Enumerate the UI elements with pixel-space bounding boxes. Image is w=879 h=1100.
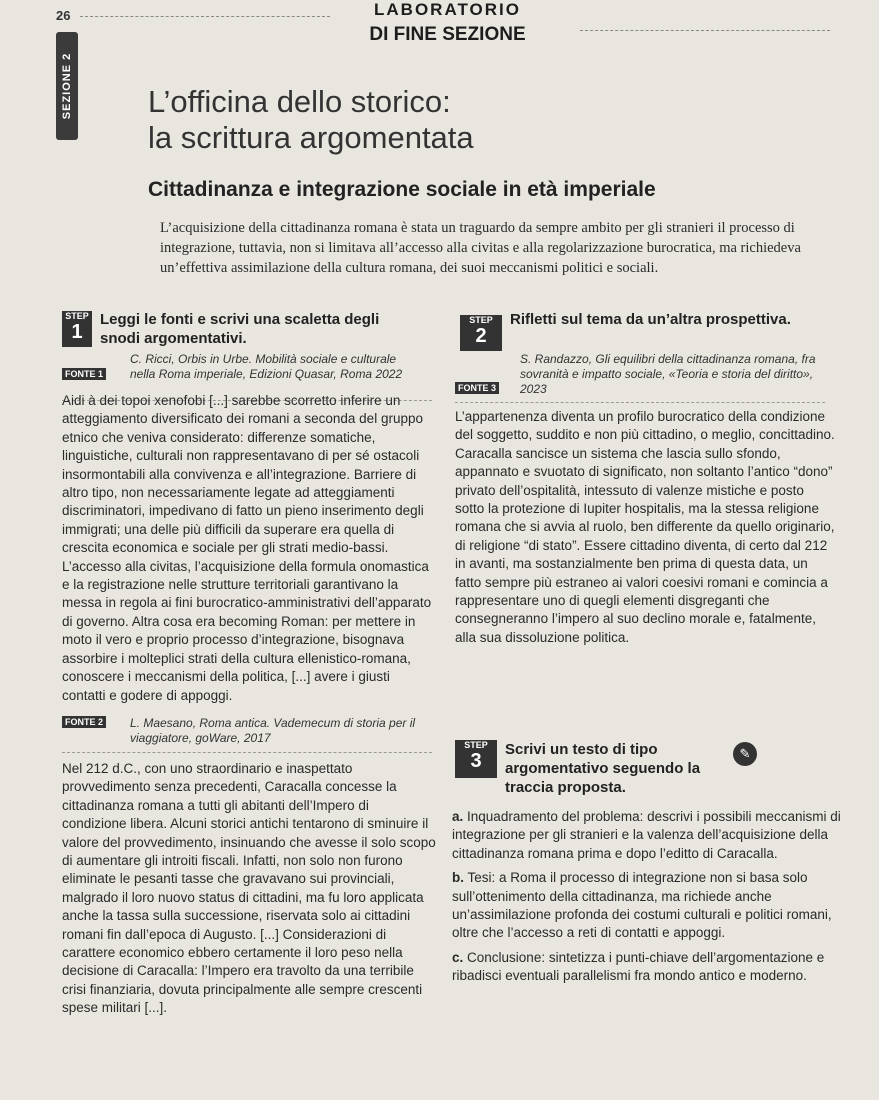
item-c-letter: c.: [452, 949, 464, 965]
step2-title: Rifletti sul tema da un’altra prospettiva.: [510, 311, 791, 328]
fonte2-source: L. Maesano, Roma antica. Vademecum di storia per il viaggiatore, goWare, 2017: [130, 716, 416, 745]
lab-title: LABORATORIO: [374, 0, 521, 19]
step2-number: 2: [475, 325, 487, 347]
step3-item-b: [452, 869, 852, 943]
step3-badge: [455, 740, 497, 778]
header-divider-left: [80, 16, 330, 17]
item-c-text: sintetizza i punti-chiave dell’argomentazione e ribadisci eventuali parallelismi fra mondo antico e moderno.: [452, 949, 825, 984]
section-side-label: SEZIONE 2: [61, 52, 73, 120]
fonte3-text: L’appartenenza diventa un profilo burocratico della condizione del soggetto, suddito e non più cittadino, o meglio, concittadino. Caracalla sancisce un sistema che lascia sullo sfondo, appannato e svuotato di significato, non soltanto l’antico “dono” privato dell’ospitalità, intessuto di valenze mistiche e posto sotto la protezione di Iupiter hospitalis, ma la stessa religione romana che si avvia al ruolo, ben differente da quello originario, di religione “di stato”. Essere cittadino diventa, di certo dal 212 in avanti, ma sostanzialmente ben prima di questa data, un fatto sempre più estraneo ai valori coesivi romani e comincia a rappresentare uno di quegli elementi disgreganti che consegneranno l’impero al suo declino morale e, fatalmente, alla sua dissoluzione politica.: [455, 409, 835, 645]
fonte1-text: Aidi à dei topoi xenofobi [...] sarebbe scorretto inferire un atteggiamento diversificato dei romani a seconda del gruppo etnico che veniva considerato: differenze somatiche, linguistiche, culturali non rappresentavano di per sé ostacoli insormontabili alla convivenza e all’integrazione. Barriere di altro tipo, non necessariamente legate ad atteggiamenti discriminatori, impedivano di fatto un pieno inserimento degli immigrati; una delle più difficili da superare era quella di crescita economica e sociale per gli strati medio-bassi. L’accesso alla civitas, l’acquisizione della formula onomastica e la registrazione nelle strutture territoriali garantivano la messa in regola ai fini burocratico-amministrativi dell’apparato di governo. Altra cosa era becoming Roman: per mettere in moto il vero e proprio processo d’integrazione, bisognava assorbire i molteplici strati della cultura ellenistico-romana, conoscere i meccanismi della politica, [...] avere i giusti contatti e godere di appoggi.: [62, 393, 432, 703]
fonte1-source: C. Ricci, Orbis in Urbe. Mobilità sociale e culturale nella Roma imperiale, Edizioni Quasar, Roma 2022: [130, 352, 403, 381]
page-title: [148, 84, 474, 156]
fonte3-badge: FONTE 3: [455, 382, 499, 394]
step1-number: 1: [71, 321, 83, 343]
item-a-text: descrivi i possibili meccanismi di integrazione per gli stranieri e la valenza dell’acquisizione della cittadinanza romana prima e dopo l’editto di Caracalla.: [452, 809, 841, 861]
item-a-letter: a.: [452, 809, 464, 824]
fonte2-divider: [62, 752, 432, 753]
header-divider-right: [580, 30, 830, 31]
page-title-line1: L’officina dello storico:: [148, 84, 451, 119]
item-b-letter: b.: [452, 870, 464, 886]
section-title: Cittadinanza e integrazione sociale in età imperiale: [148, 178, 656, 201]
fonte1-badge: FONTE 1: [62, 368, 106, 380]
fonte3-source: S. Randazzo, Gli equilibri della cittadinanza romana, fra sovranità e impatto sociale, «Teoria e storia del diritto», 2023: [520, 352, 816, 396]
step2-badge: [460, 315, 502, 351]
page-number: 26: [56, 8, 71, 23]
section-side-tab: [56, 32, 78, 140]
step3-number: 3: [470, 750, 482, 772]
fonte2-badge: FONTE 2: [62, 716, 106, 728]
lab-subtitle: DI FINE SEZIONE: [369, 24, 526, 45]
item-b-head: Tesi:: [467, 870, 496, 886]
step2-word: STEP: [469, 315, 493, 325]
step3-word: STEP: [464, 740, 488, 750]
item-c-head: Conclusione:: [467, 949, 546, 965]
step3-item-a: [452, 808, 852, 863]
page-title-line2: la scrittura argomentata: [148, 120, 474, 155]
fonte3-divider: [455, 402, 825, 403]
step1-title: Leggi le fonti e scrivi una scaletta degli snodi argomentativi.: [100, 311, 380, 347]
pencil-icon: ✎: [733, 742, 757, 766]
step1-word: STEP: [65, 311, 89, 321]
step1-badge: [62, 311, 92, 347]
step3-list: [452, 808, 852, 986]
item-a-head: Inquadramento del problema:: [467, 809, 644, 824]
item-b-text: a Roma il processo di integrazione non si basa solo sull’ottenimento della cittadinanza, ma richiede anche un’assimilazione profonda dei costumi culturali e politici romani, oltre che l’accesso a reti di contatti e appoggi.: [452, 870, 832, 941]
section-intro: L’acquisizione della cittadinanza romana è stata un traguardo da sempre ambito per gli stranieri il processo di integrazione, tuttavia, non si limitava all’accesso alla civitas e alla regolarizzazione burocratica, ma richiedeva un’effettiva assimilazione della cultura romana, dei suoi meccanismi politici e sociali.: [160, 220, 801, 276]
step3-item-c: [452, 949, 852, 986]
fonte2-text: Nel 212 d.C., con uno straordinario e inaspettato provvedimento senza precedenti, Caracalla concesse la cittadinanza romana a tutti gli abitanti dell’Impero di condizione libera. Alcuni storici antichi tentarono di sminuire il valore del provvedimento, insinuando che avesse il solo scopo di aumentare gli introiti fiscali. Infatti, non solo non furono eliminate le pesanti tasse che gravavano sui provinciali, malgrado il loro nuovo status di cittadini, ma fu loro applicata anche la tassa sulla successione, riservata solo ai cittadini romani fin dall’epoca di Augusto. [...] Considerazioni di carattere economico ebbero certamente il loro peso nella decisione di Caracalla: l’Impero era travolto da una terribile crisi finanziaria, dovuta principalmente alle sempre crescenti spese militari [...].: [62, 761, 436, 1016]
lab-header: [350, 0, 545, 48]
step3-title: Scrivi un testo di tipo argomentativo seguendo la traccia proposta.: [505, 741, 701, 796]
